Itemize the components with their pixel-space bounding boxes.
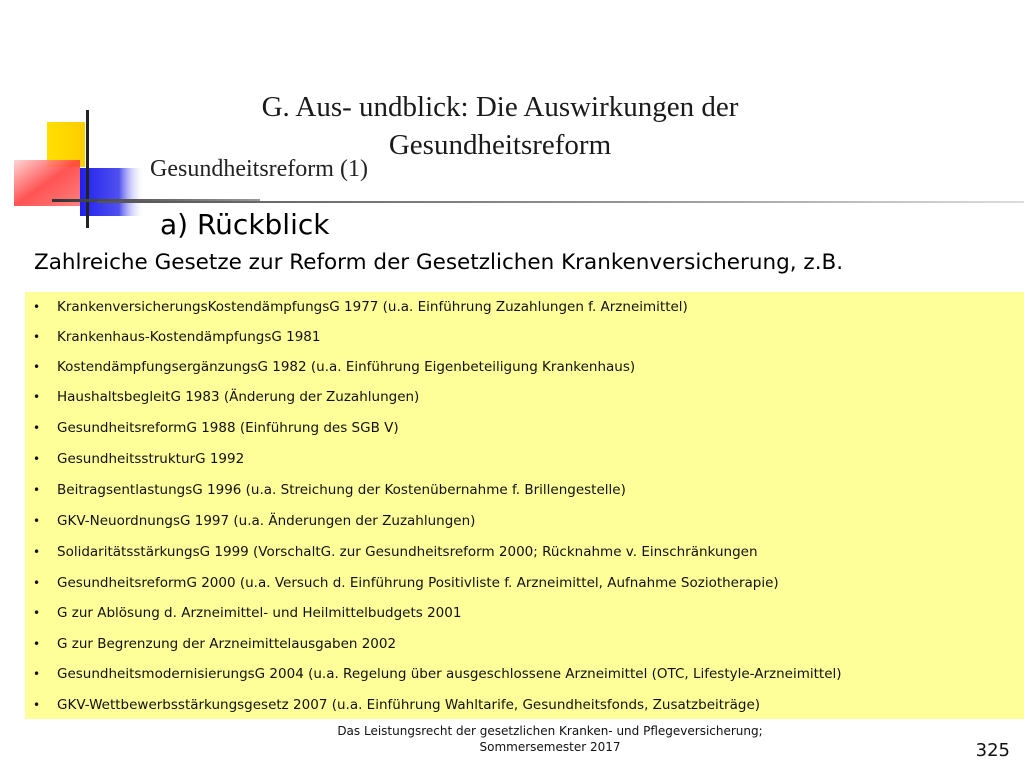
bullet-icon: • xyxy=(33,330,41,344)
list-item-text: GesundheitsreformG 2000 (u.a. Versuch d. Einführung Positivliste f. Arzneimittel, Aufnahme Soziotherapie) xyxy=(57,575,779,591)
bullet-icon: • xyxy=(33,637,41,651)
law-list-box xyxy=(25,292,1024,719)
list-item-text: G zur Begrenzung der Arzneimittelausgaben 2002 xyxy=(57,636,397,652)
bullet-icon: • xyxy=(33,390,41,404)
slide-footer xyxy=(300,723,800,755)
list-item-text: GesundheitsmodernisierungsG 2004 (u.a. Regelung über ausgeschlossene Arzneimittel (OTC, Lifestyle-Arzneimittel) xyxy=(57,666,842,682)
list-item-text: Krankenhaus-KostendämpfungsG 1981 xyxy=(57,329,321,345)
list-item-text: KrankenversicherungsKostendämpfungsG 1977 (u.a. Einführung Zuzahlungen f. Arzneimittel) xyxy=(57,299,688,315)
intro-text: Zahlreiche Gesetze zur Reform der Gesetzlichen Krankenversicherung, z.B. xyxy=(34,250,844,275)
bullet-icon: • xyxy=(33,300,41,314)
list-item-text: GKV-Wettbewerbsstärkungsgesetz 2007 (u.a. Einführung Wahltarife, Gesundheitsfonds, Zusatzbeiträge) xyxy=(57,697,761,713)
bullet-icon: • xyxy=(33,421,41,435)
bullet-icon: • xyxy=(33,667,41,681)
page-number: 325 xyxy=(975,740,1010,761)
bullet-icon: • xyxy=(33,576,41,590)
bullet-icon: • xyxy=(33,606,41,620)
slide-title xyxy=(180,88,820,164)
list-item-text: GKV-NeuordnungsG 1997 (u.a. Änderungen der Zuzahlungen) xyxy=(57,513,476,529)
bullet-icon: • xyxy=(33,452,41,466)
bullet-icon: • xyxy=(33,360,41,374)
header-divider xyxy=(98,201,1024,203)
vertical-rule xyxy=(86,110,89,228)
list-item-text: KostendämpfungsergänzungsG 1982 (u.a. Einführung Eigenbeteiligung Krankenhaus) xyxy=(57,359,636,375)
list-item-text: BeitragsentlastungsG 1996 (u.a. Streichung der Kostenübernahme f. Brillengestelle) xyxy=(57,482,626,498)
bullet-icon: • xyxy=(33,483,41,497)
list-item-text: G zur Ablösung d. Arzneimittel- und Heilmittelbudgets 2001 xyxy=(57,605,462,621)
slide-title-line-1: G. Aus- undblick: Die Auswirkungen der xyxy=(261,91,739,123)
footer-line-1: Das Leistungsrecht der gesetzlichen Kranken- und Pflegeversicherung; xyxy=(337,724,763,738)
bullet-icon: • xyxy=(33,698,41,712)
list-item-text: GesundheitsstrukturG 1992 xyxy=(57,451,245,467)
section-heading: a) Rückblick xyxy=(160,208,330,241)
footer-line-2: Sommersemester 2017 xyxy=(479,740,621,754)
list-item-text: HaushaltsbegleitG 1983 (Änderung der Zuzahlungen) xyxy=(57,389,420,405)
slide-subtitle: Gesundheitsreform (1) xyxy=(150,156,368,182)
bullet-icon: • xyxy=(33,545,41,559)
list-item-text: SolidaritätsstärkungsG 1999 (VorschaltG. zur Gesundheitsreform 2000; Rücknahme v. Einschränkungen xyxy=(57,544,758,560)
slide-title-line-2: Gesundheitsreform xyxy=(388,129,612,161)
bullet-icon: • xyxy=(33,514,41,528)
list-item-text: GesundheitsreformG 1988 (Einführung des SGB V) xyxy=(57,420,399,436)
blue-square xyxy=(80,168,145,216)
